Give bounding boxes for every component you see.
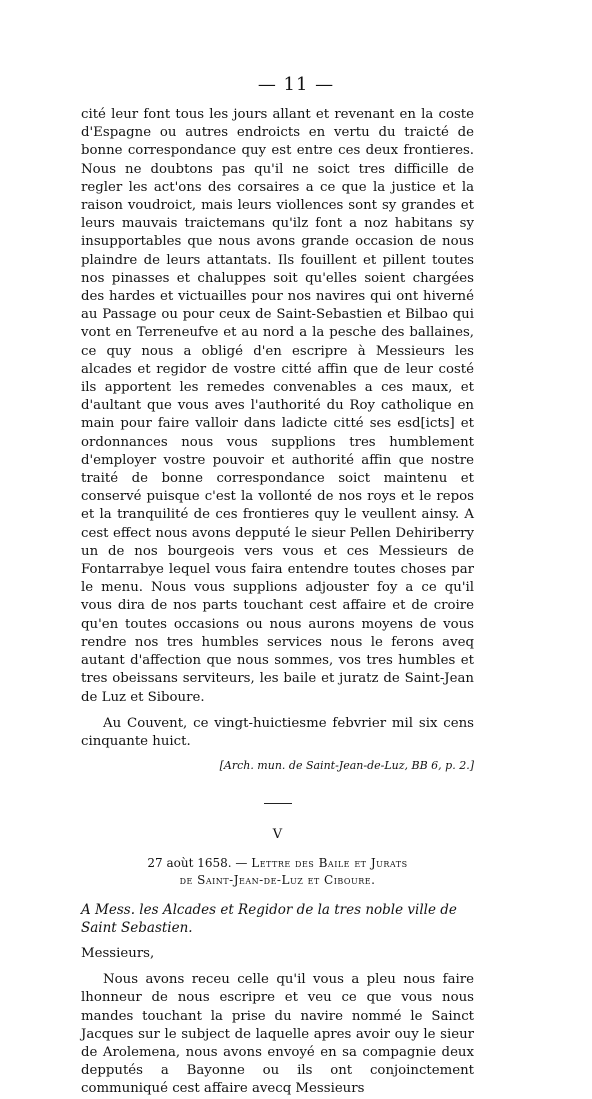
section-heading — [81, 855, 474, 889]
page-number: — 11 — — [257, 74, 335, 95]
archive-source: [Arch. mun. de Saint-Jean-de-Luz, BB 6, p. 2.] — [219, 759, 474, 773]
addressee: A Mess. les Alcades et Regidor de la tres noble ville de Saint Sebastien. — [81, 901, 457, 936]
heading-line-2: de Saint-Jean-de-Luz et Ciboure. — [179, 872, 376, 887]
section-divider — [264, 803, 292, 804]
letter-paragraph-2: Nous avons receu celle qu'il vous a pleu nous faire lhonneur de nous escripre et veu ce que vous nous mandes touchant la prise du navire nommé le Sainct Jacques sur le subject de laquelle apres avoir ouy le sieur de Arolemena, nous avons envoyé en sa compagnie deux depputés a Bayonne ou ils ont conjoinctement communiqué cest affaire avecq Messieurs — [81, 972, 474, 1097]
heading-line-1: Lettre des Baile et Jurats — [251, 855, 408, 870]
section-number: V — [272, 827, 283, 843]
heading-date: 27 aoùt 1658. — — [147, 855, 248, 870]
dateline: Au Couvent, ce vingt-huictiesme febvrier mil six cens cinquante huict. — [81, 715, 474, 749]
letter-paragraph: cité leur font tous les jours allant et revenant en la coste d'Espagne ou autres endroicts en vertu du traicté de bonne correspondance quy est entre ces deux frontieres. Nous ne doubtons pas qu'il ne soict tres difficille de regler les act'ons des corsaires a ce que la justice et la raison voudroict, mais leurs viollences sont sy grandes et leurs mauvais traictemans qu'ilz font a noz habitans sy insupportables que nous avons grande occasion de nous plaindre de leurs attantats. Ils fouillent et pillent toutes nos pinasses et chaluppes soit qu'elles soient chargées des hardes et victuailles pour nos navires qui ont hiverné au Passage ou pour ceux de Saint-Sebastien et Bilbao qui vont en Terreneufve et au nord a la pesche des ballaines, ce quy nous a obligé d'en escripre à Messieurs les alcades et regidor de vostre citté affin que de leur costé ils apportent les remedes convenables a ces maux, et d'aultant que vous aves l'authorité du Roy catholique en main pour faire valloir dans ladicte citté ses esd[icts] et ordonnances nous vous supplions tres humblement d'employer vostre pouvoir et authorité affin que nostre traité de bonne correspondance soict maintenu et conservé puisque c'est la vollonté de nos roys et le repos et la tranquilité de ces frontieres quy le veullent ainsy. A cest effect nous avons depputé le sieur Pellen Dehiriberry un de nos bourgeois vers vous et ces Messieurs de Fontarrabye lequel vous faira entendre toutes choses par le menu. Nous vous supplions adjouster foy a ce qu'il vous dira de nos parts touchant cest affaire et de croire qu'en toutes occasions ou nous aurons moyens de vous rendre nos tres humbles services nous le ferons aveq autant d'affection que nous sommes, vos tres humbles et tres obeissans serviteurs, les baile et juratz de Saint-Jean de Luz et Siboure. — [81, 107, 474, 705]
salutation: Messieurs, — [81, 945, 155, 961]
document-body — [81, 106, 474, 1099]
